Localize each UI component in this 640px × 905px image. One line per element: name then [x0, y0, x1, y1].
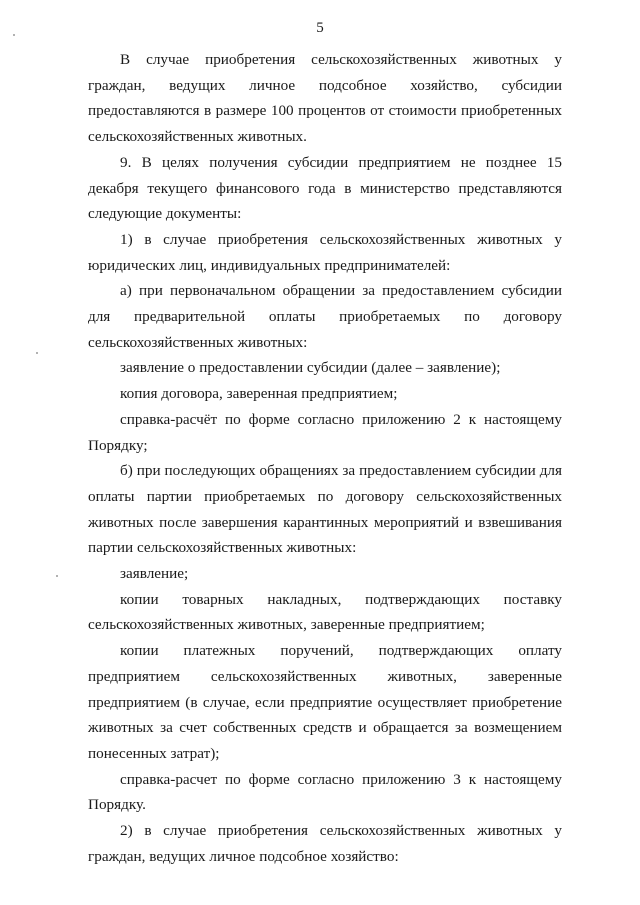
paragraph-invoices: копии товарных накладных, подтверждающих поставку сельскохозяйственных животных, заверенные предприятием;	[88, 590, 562, 634]
paragraph-calculation-appendix-2: справка-расчёт по форме согласно приложению 2 к настоящему Порядку;	[88, 410, 562, 454]
paragraph-payment-orders: копии платежных поручений, подтверждающих оплату предприятием сельскохозяйственных животных, заверенные предприятием (в случае, если предприятие осуществляет приобретение животных за счет собственных средств и обращается за возмещением понесенных затрат);	[88, 642, 562, 762]
scan-speck	[36, 352, 38, 354]
paragraph-subitem-1: 1) в случае приобретения сельскохозяйственных животных у юридических лиц, индивидуальных предпринимателей:	[88, 230, 562, 274]
body-text	[88, 47, 562, 870]
paragraph-calculation-appendix-3: справка-расчет по форме согласно приложению 3 к настоящему Порядку.	[88, 770, 562, 814]
paragraph-subitem-2: 2) в случае приобретения сельскохозяйственных животных у граждан, ведущих личное подсобное хозяйство:	[88, 822, 562, 865]
paragraph-subitem-a: а) при первоначальном обращении за предоставлением субсидии для предварительной оплаты приобретаемых по договору сельскохозяйственных животных:	[88, 282, 562, 351]
paragraph-item-9: 9. В целях получения субсидии предприятием не позднее 15 декабря текущего финансового года в министерство представляются следующие документы:	[88, 153, 562, 223]
paragraph-application: заявление о предоставлении субсидии (далее – заявление);	[120, 359, 501, 377]
scan-speck	[56, 575, 58, 577]
paragraph-contract-copy: копия договора, заверенная предприятием;	[120, 385, 398, 403]
paragraph-subsidy-100-percent: В случае приобретения сельскохозяйственных животных у граждан, ведущих личное подсобное хозяйство, субсидии предоставляются в размере 100 процентов от стоимости приобретенных сельскохозяйственных животных.	[88, 51, 562, 146]
paragraph-application-short: заявление;	[120, 565, 189, 583]
scan-speck	[13, 34, 15, 36]
paragraph-subitem-b: б) при последующих обращениях за предоставлением субсидии для оплаты партии приобретаемых по договору сельскохозяйственных животных после завершения карантинных мероприятий и взвешивания партии сельскохозяйственных животных:	[88, 462, 562, 557]
page-number: 5	[316, 20, 324, 36]
